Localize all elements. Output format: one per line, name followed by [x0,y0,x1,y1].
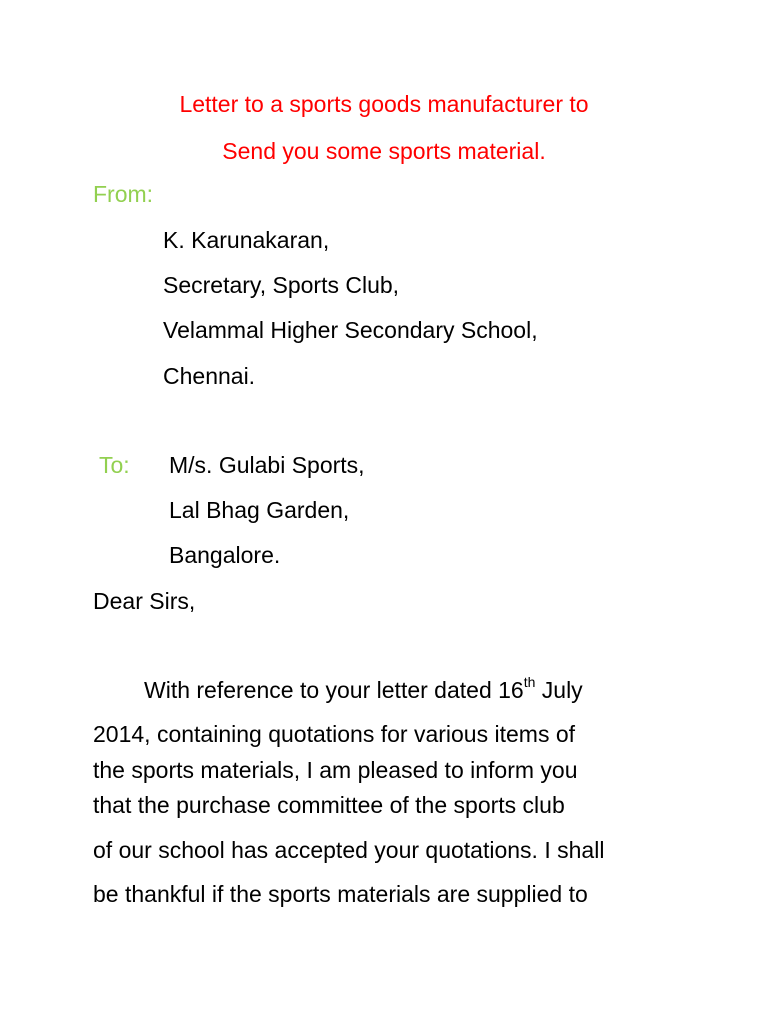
body-line-1 [144,676,583,704]
from-school: Velammal Higher Secondary School, [163,317,538,343]
body-line-5: of our school has accepted your quotations. I shall [93,837,605,863]
body-line-1-before: With reference to your letter dated 16 [144,677,524,703]
from-designation: Secretary, Sports Club, [163,272,400,298]
to-company: M/s. Gulabi Sports, [169,452,365,478]
from-label: From: [93,181,154,207]
date-ordinal-suffix: th [523,674,536,691]
body-line-4: that the purchase committee of the sports club [93,792,565,818]
body-line-2: 2014, containing quotations for various items of [93,721,576,747]
to-city: Bangalore. [169,542,281,568]
salutation: Dear Sirs, [93,588,196,614]
body-line-3: the sports materials, I am pleased to inform you [93,757,578,783]
body-line-6: be thankful if the sports materials are supplied to [93,881,588,907]
body-line-1-after: July [535,677,583,703]
to-address: Lal Bhag Garden, [169,497,350,523]
letter-title-line-1: Letter to a sports goods manufacturer to [179,91,589,117]
from-city: Chennai. [163,363,256,389]
letter-title-line-2: Send you some sports material. [222,138,546,164]
from-name: K. Karunakaran, [163,227,330,253]
to-label: To: [99,452,130,478]
